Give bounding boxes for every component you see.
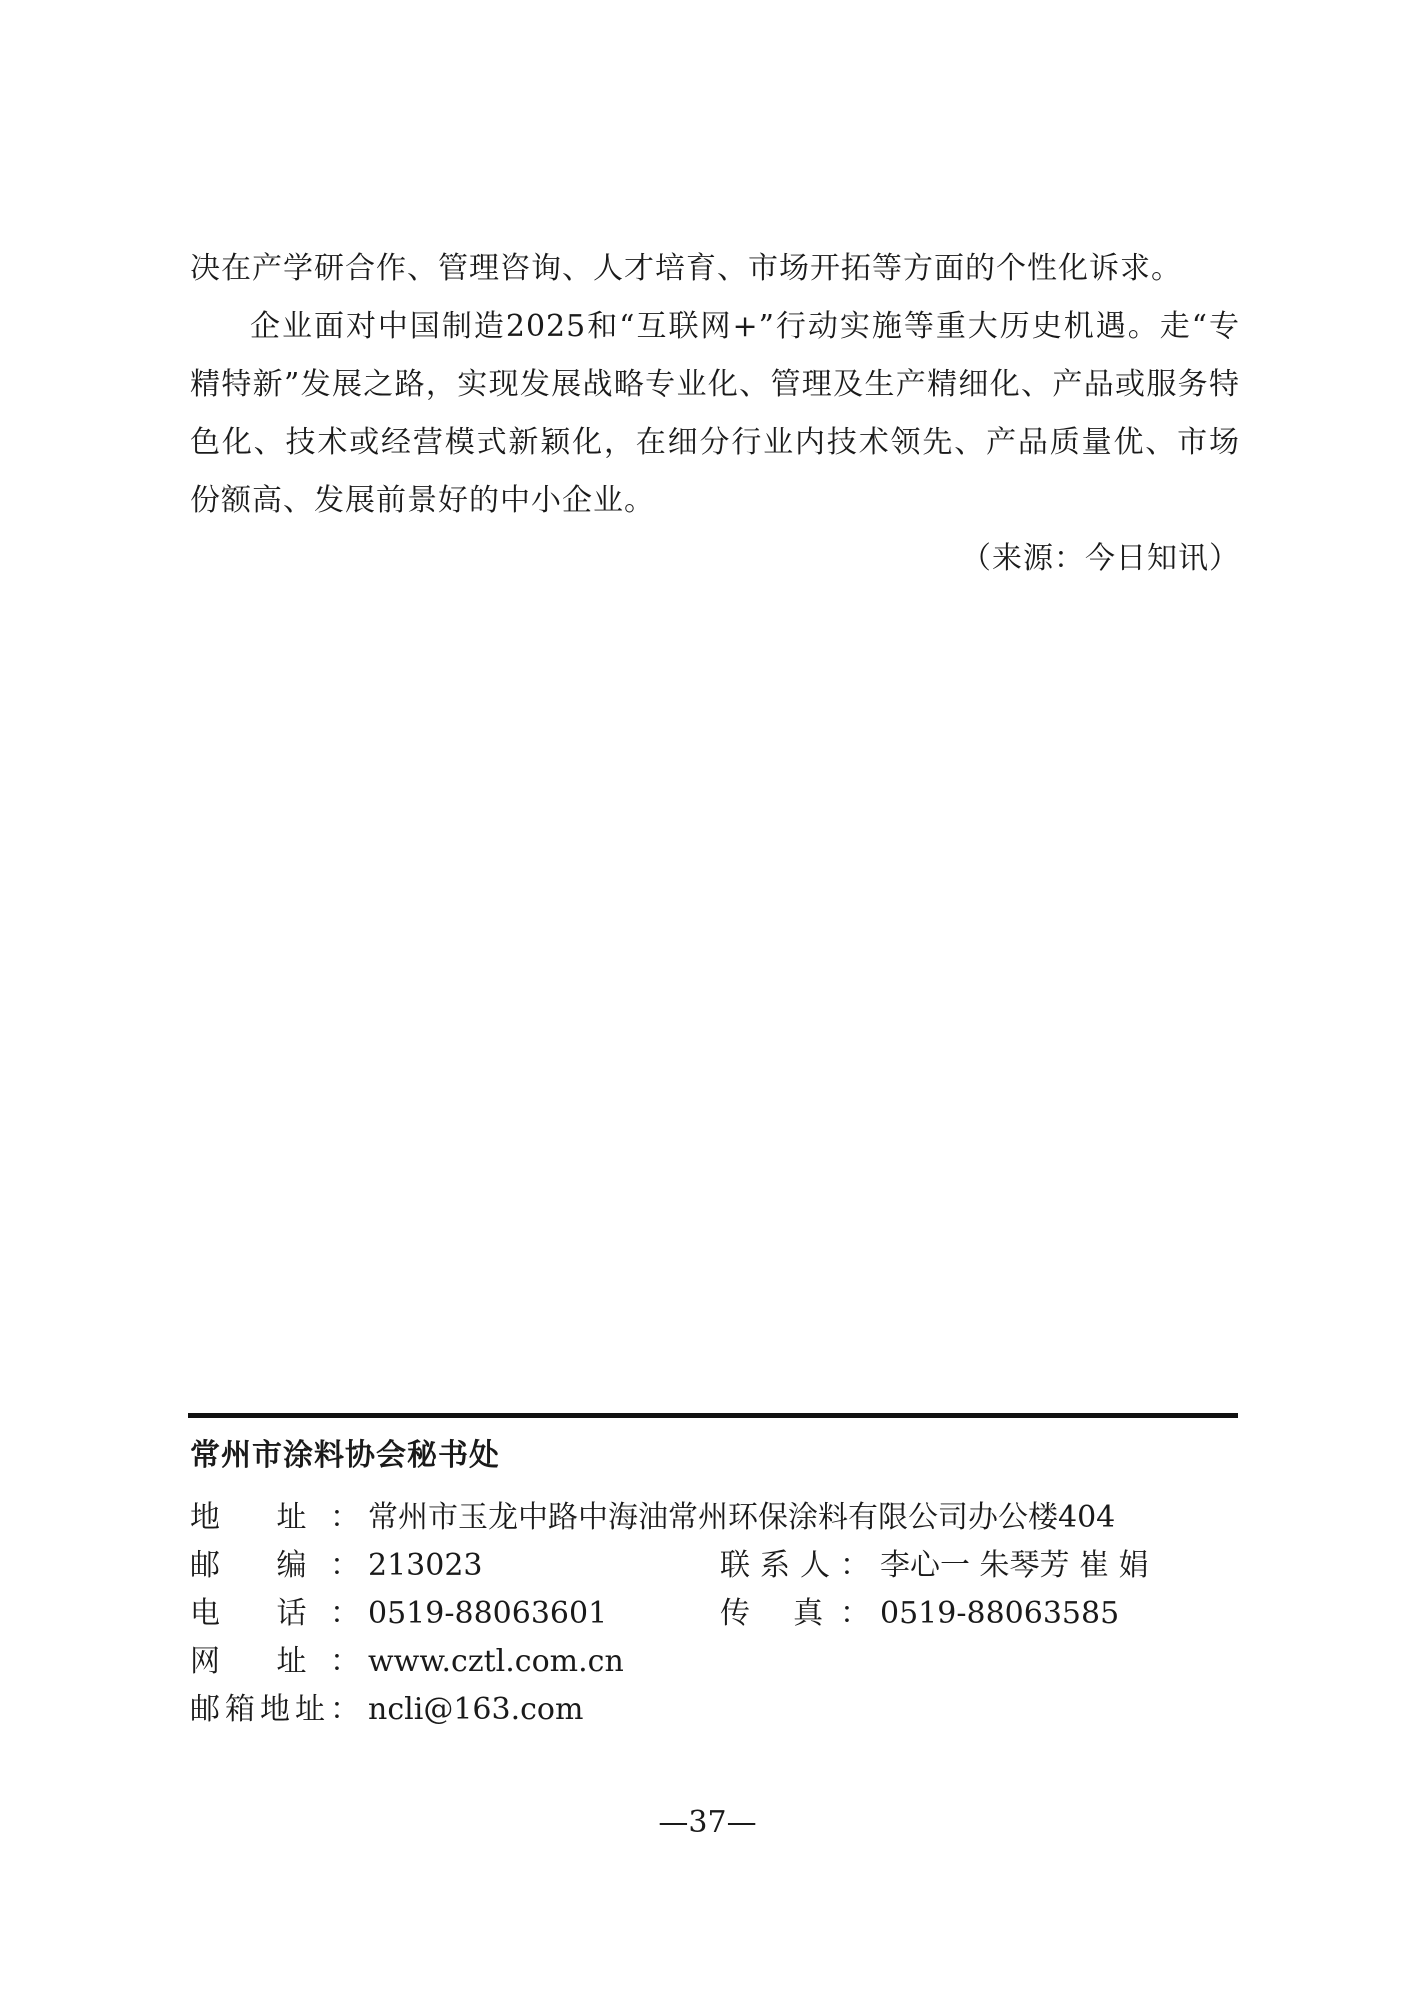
org-name: 常州市涂料协会秘书处	[190, 1438, 500, 1473]
footer-divider	[188, 1413, 1238, 1418]
email-label: 邮箱地址：	[190, 1692, 360, 1727]
postcode-row	[190, 1542, 1240, 1590]
postcode-label: 邮 编：	[190, 1548, 360, 1583]
address-row	[190, 1494, 1240, 1542]
article-body	[190, 240, 1240, 588]
email-row	[190, 1686, 1240, 1734]
paragraph-2: 企业面对中国制造2025和“互联网+”行动实施等重大历史机遇。走“专精特新”发展之路，实现发展战略专业化、管理及生产精细化、产品或服务特色化、技术或经营模式新颖化，在细分行业内技术领先、产品质量优、市场份额高、发展前景好的中小企业。	[190, 309, 1240, 518]
address-value: 常州市玉龙中路中海油常州环保涂料有限公司办公楼404	[368, 1500, 1116, 1535]
phone-value: 0519-88063601	[368, 1596, 608, 1631]
website-value[interactable]: www.cztl.com.cn	[368, 1644, 624, 1679]
postcode-value: 213023	[368, 1548, 483, 1583]
website-label: 网 址：	[190, 1644, 360, 1679]
fax-value: 0519-88063585	[880, 1596, 1120, 1631]
phone-label: 电 话：	[190, 1596, 360, 1631]
address-label: 地 址：	[190, 1500, 360, 1535]
contact-person-value: 李心一 朱琴芳 崔 娟	[880, 1548, 1149, 1583]
page-number: —37—	[658, 1805, 757, 1840]
phone-row	[190, 1590, 1240, 1638]
contact-block	[190, 1494, 1240, 1734]
contact-person-label: 联系人：	[720, 1548, 870, 1583]
paragraph-1: 决在产学研合作、管理咨询、人才培育、市场开拓等方面的个性化诉求。	[190, 251, 1182, 286]
fax-label: 传 真：	[720, 1596, 870, 1631]
email-value[interactable]: ncli@163.com	[368, 1692, 584, 1727]
website-row	[190, 1638, 1240, 1686]
source-citation: （来源：今日知讯）	[961, 541, 1240, 576]
